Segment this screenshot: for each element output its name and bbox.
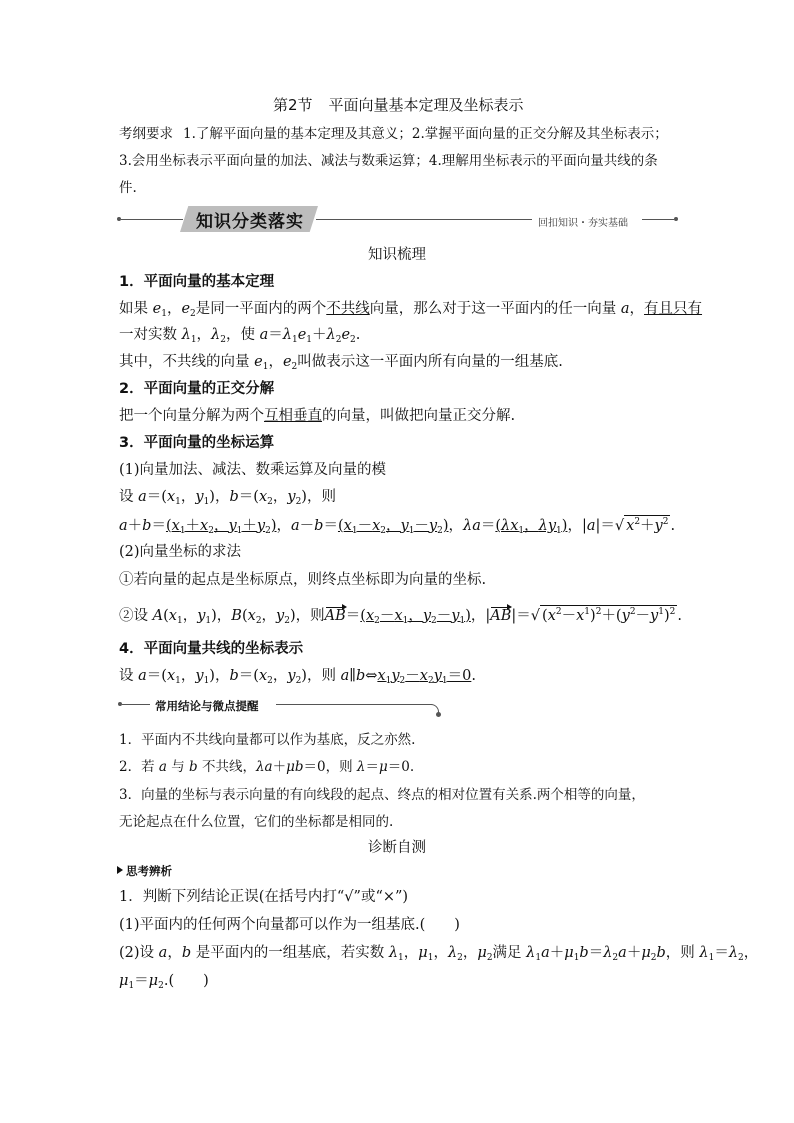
diagnosis-heading: 诊断自测 [368,840,426,856]
banner-right-rule [642,219,674,220]
s3-title: 3．平面向量的坐标运算 [119,435,275,451]
s1-line-2: 一对实数 $\lambda_1$，$\lambda_2$，使 $a=\lambda_1e_1+\lambda_2e_2$. [119,327,361,345]
s2-line-1: 把一个向量分解为两个互相垂直的向量，叫做把向量正交分解. [119,408,516,424]
s2-title: 2．平面向量的正交分解 [119,381,275,397]
q1-2-line-1: (2)设 a，b 是平面内的一组基底，若实数 $\lambda_1$，$\mu_1$，$\lambda_2$，$\mu_2$满足 $\lambda_1a+\mu_1b=\lambda_2a+\mu_2b$，则 $\lambda_1=\lambda_2$， [119,945,759,963]
knowledge-heading: 知识梳理 [368,247,426,263]
s3-sub1: (1)向量加法、减法、数乘运算及向量的模 [119,462,387,478]
s4-title: 4．平面向量共线的坐标表示 [119,641,304,657]
tips-left-rule [122,704,150,705]
banner-right-dot [674,217,678,221]
banner-left-rule [121,219,183,220]
tips-right-rule [276,704,432,705]
tip-1: 1．平面内不共线向量都可以作为基底，反之亦然. [119,732,416,748]
banner-middle-rule [316,219,532,220]
s1-line-1: 如果 $e_1$，$e_2$是同一平面内的两个不共线向量，那么对于这一平面内的任一向量 a，有且只有 [119,301,703,319]
section-name: 平面向量基本定理及坐标表示 [328,96,524,114]
section-number: 第2节 [273,96,313,114]
q1-1: (1)平面内的任何两个向量都可以作为一组基底.( ) [119,917,460,933]
banner-title: 知识分类落实 [196,212,304,232]
requirements-line-1: 考纲要求 1.了解平面向量的基本定理及其意义；2.掌握平面向量的正交分解及其坐标表示； [119,126,668,142]
s4-line-1: 设 $a=(x_1$，$y_1$)，$b=(x_2$，$y_2$)，则 $a\parallel b\Leftrightarrow x_1y_2-x_2y_1=0$. [119,668,476,686]
tip-3-line-1: 3．向量的坐标与表示向量的有向线段的起点、终点的相对位置有关系.两个相等的向量， [119,787,645,803]
requirements-label: 考纲要求 [119,126,173,142]
s3-line-def: 设 $a=(x_1$，$y_1$)，$b=(x_2$，$y_2$)，则 [119,489,336,507]
s1-title: 1．平面向量的基本定理 [119,274,275,290]
banner-subtitle: 回扣知识・夯实基础 [538,218,628,229]
requirements-line-3: 件. [119,180,137,196]
q1-2-line-2: $\mu_1=\mu_2$.( ) [119,973,209,991]
s3-c2: ②设 $A(x_1$，$y_1$)，$B(x_2$，$y_2$)，则$AB=(x_2-x_1$，$y_2-y_1$)，|AB|＝√ $(x^2-x^1)^2+(y^2-y^1)^2$ . [119,607,682,626]
s1-line-3: 其中，不共线的向量 $e_1$，$e_2$叫做表示这一平面内所有向量的一组基底. [119,354,563,372]
tips-heading: 常用结论与微点提醒 [155,699,259,713]
s3-line-ops: $a+b=(x_1+x_2$，$y_1+y_2$)，$a-b=(x_1-x_2$，$y_1-y_2$)，$\lambda a=(\lambda x_1$，$\lambda y_1$)，|a|＝√ $x^2+y^2$ . [119,517,676,536]
requirements-line-2: 3.会用坐标表示平面向量的加法、减法与数乘运算；4.理解用坐标表示的平面向量共线的条 [119,153,658,169]
triangle-icon [117,866,123,874]
section-title [273,95,524,115]
tips-end-dot [436,712,441,717]
s3-sub2: (2)向量坐标的求法 [119,544,242,560]
think-label: 思考辨析 [126,864,172,878]
q1: 1．判断下列结论正误(在括号内打“√”或“×”) [119,889,409,905]
tip-2: 2．若 a 与 b 不共线，λa＋μb＝0，则 λ＝μ＝0. [119,759,415,775]
s3-c1: ①若向量的起点是坐标原点，则终点坐标即为向量的坐标. [119,572,487,588]
tip-3-line-2: 无论起点在什么位置，它们的坐标都是相同的. [119,814,394,830]
